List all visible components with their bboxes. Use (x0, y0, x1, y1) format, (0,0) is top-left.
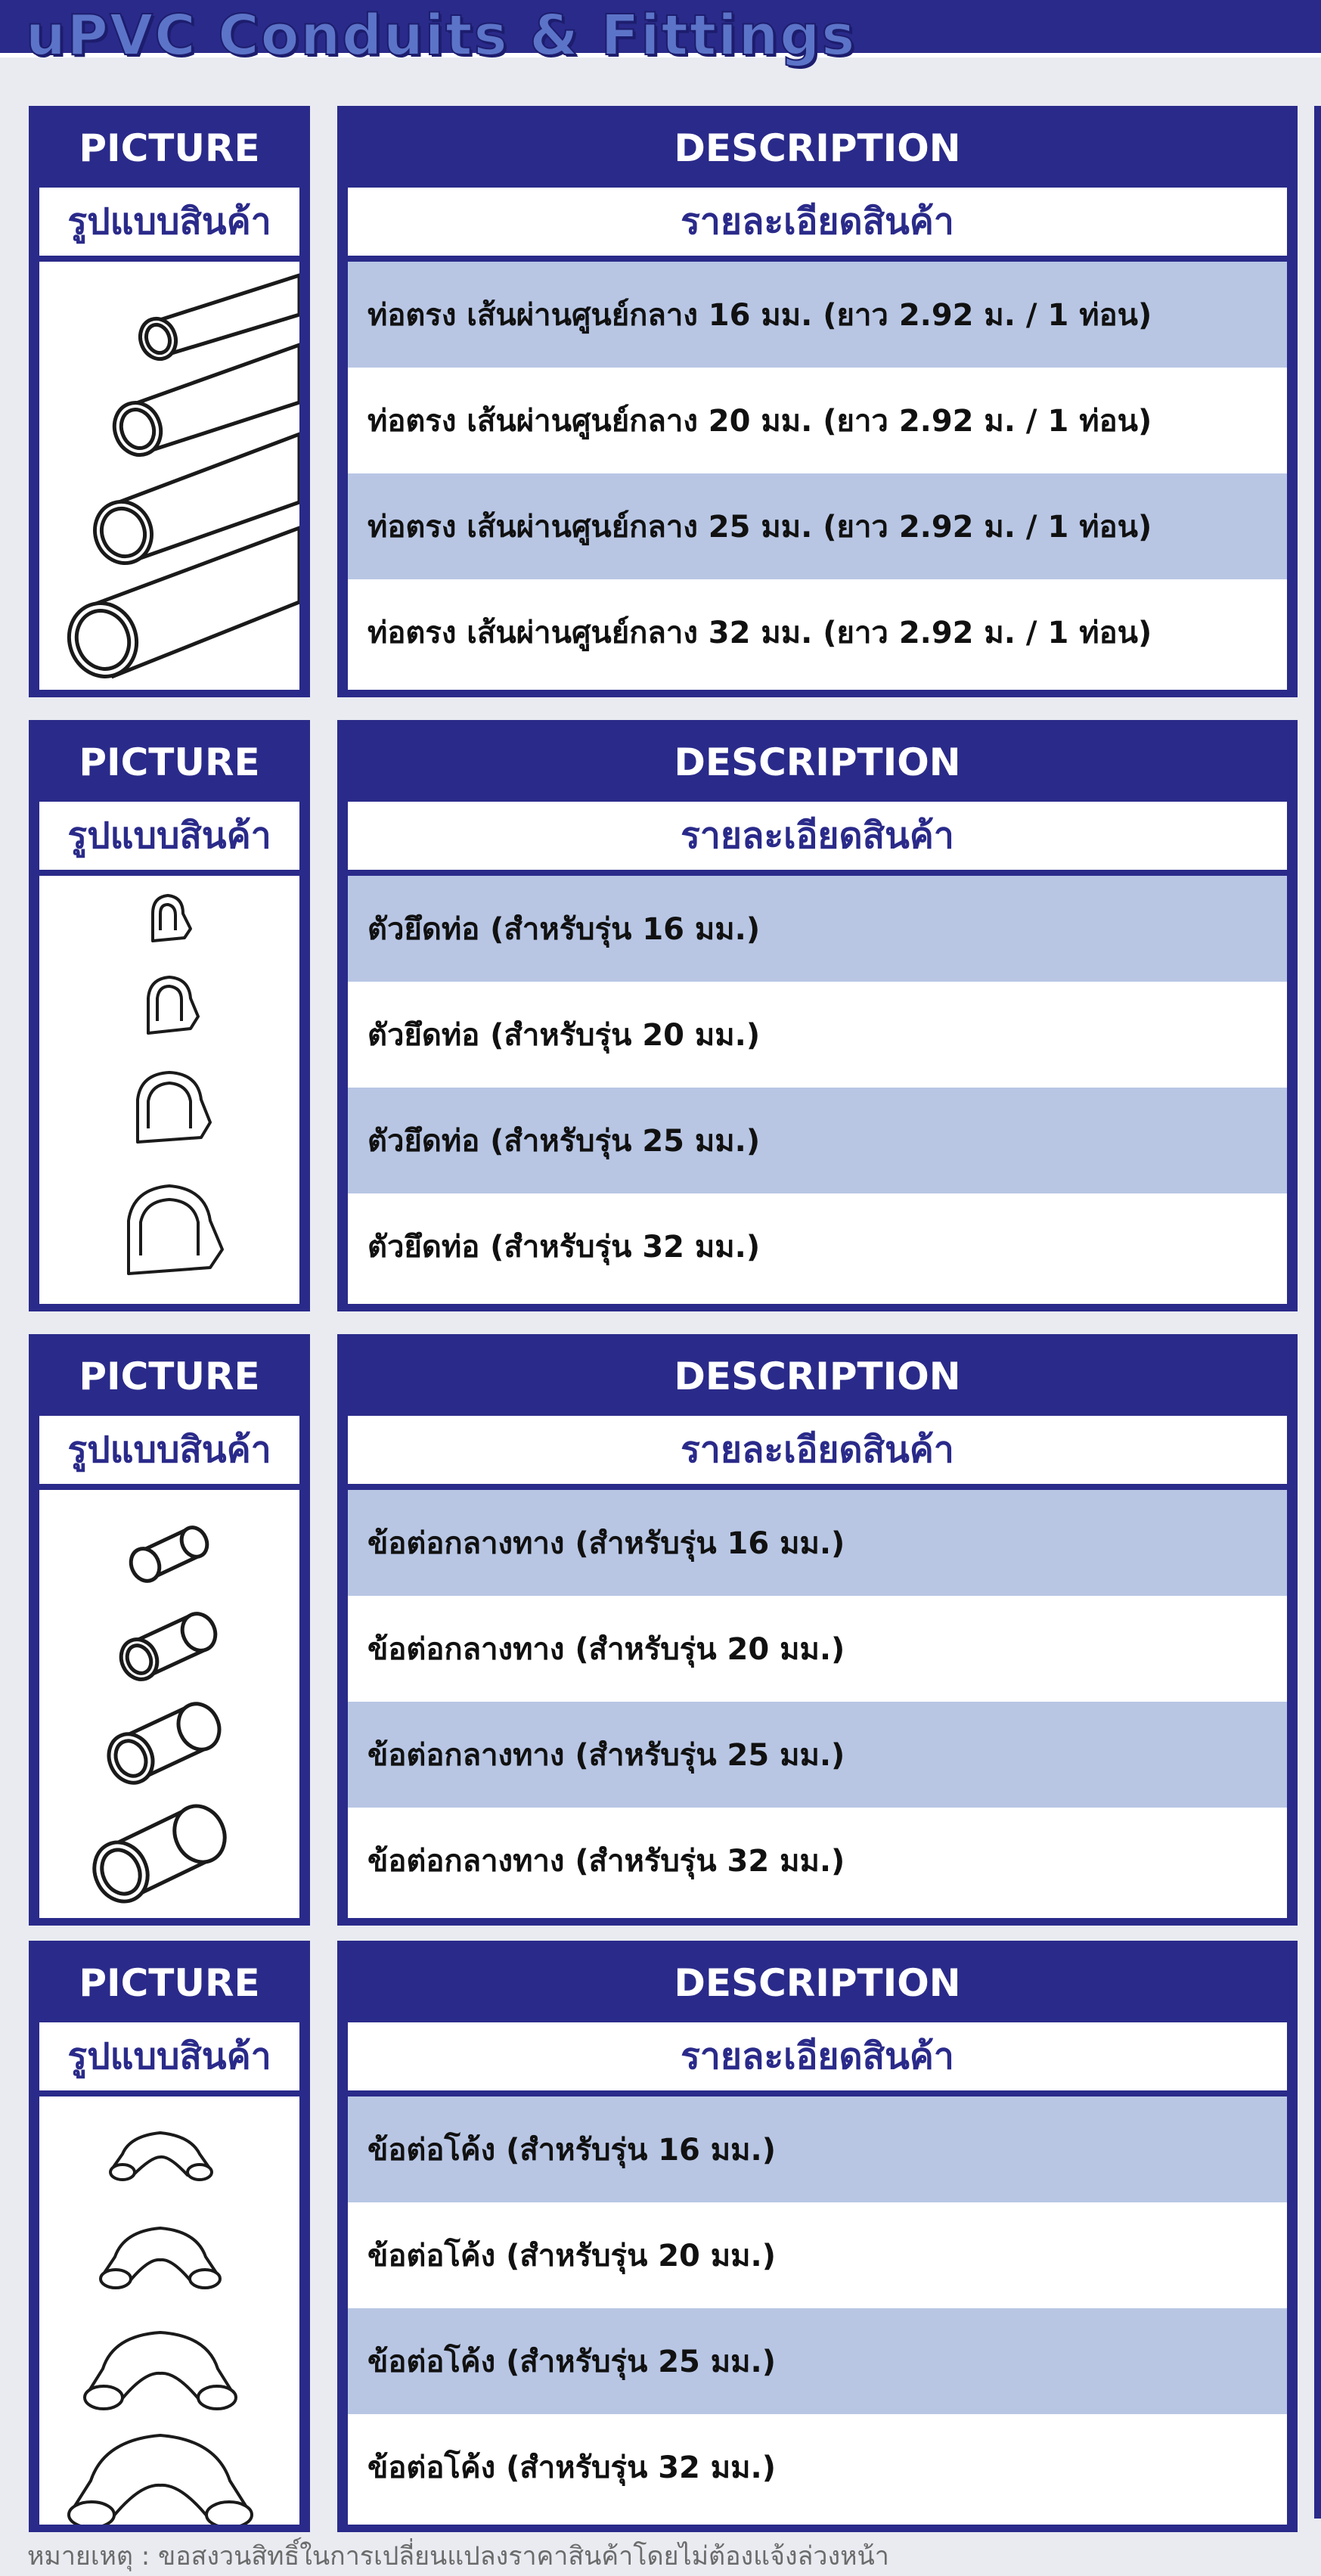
item-row: ท่อตรง เส้นผ่านศูนย์กลาง 32 มม. (ยาว 2.92 ม. / 1 ท่อน) (348, 579, 1287, 685)
item-row: ข้อต่อโค้ง (สำหรับรุ่น 16 มม.) (348, 2096, 1287, 2202)
picture-subheader: รูปแบบสินค้า (39, 802, 299, 870)
picture-area (39, 876, 299, 1304)
item-row: ตัวยึดท่อ (สำหรับรุ่น 25 มม.) (348, 1088, 1287, 1193)
description-header: DESCRIPTION (674, 1355, 961, 1398)
item-row: ข้อต่อกลางทาง (สำหรับรุ่น 32 มม.) (348, 1808, 1287, 1913)
item-row: ตัวยึดท่อ (สำหรับรุ่น 20 มม.) (348, 982, 1287, 1088)
picture-subheader: รูปแบบสินค้า (39, 2022, 299, 2090)
item-row: ท่อตรง เส้นผ่านศูนย์กลาง 25 มม. (ยาว 2.92 ม. / 1 ท่อน) (348, 473, 1287, 579)
description-header: DESCRIPTION (674, 740, 961, 784)
description-panel (337, 1334, 1298, 1926)
picture-panel (29, 106, 310, 697)
picture-area (39, 1490, 299, 1918)
description-panel (337, 106, 1298, 697)
item-row: ข้อต่อกลางทาง (สำหรับรุ่น 20 มม.) (348, 1596, 1287, 1702)
picture-panel (29, 1334, 310, 1926)
description-subheader: รายละเอียดสินค้า (348, 188, 1287, 256)
elbow-icon (39, 2096, 299, 2525)
picture-panel (29, 720, 310, 1311)
item-row: ท่อตรง เส้นผ่านศูนย์กลาง 20 มม. (ยาว 2.92 ม. / 1 ท่อน) (348, 368, 1287, 473)
description-rows (348, 262, 1287, 690)
picture-panel (29, 1941, 310, 2532)
item-row: ตัวยึดท่อ (สำหรับรุ่น 32 มม.) (348, 1193, 1287, 1299)
right-edge-bar (1314, 106, 1321, 2519)
item-row: ข้อต่อโค้ง (สำหรับรุ่น 32 มม.) (348, 2414, 1287, 2520)
picture-area (39, 262, 299, 690)
description-panel (337, 1941, 1298, 2532)
description-subheader: รายละเอียดสินค้า (348, 802, 1287, 870)
item-row: ข้อต่อโค้ง (สำหรับรุ่น 25 มม.) (348, 2308, 1287, 2414)
item-row: ข้อต่อกลางทาง (สำหรับรุ่น 16 มม.) (348, 1490, 1287, 1596)
pipe-clip-icon (39, 876, 299, 1304)
description-subheader: รายละเอียดสินค้า (348, 2022, 1287, 2090)
coupling-icon (39, 1490, 299, 1918)
picture-subheader: รูปแบบสินค้า (39, 188, 299, 256)
picture-header: PICTURE (79, 1961, 260, 2005)
page-title: uPVC Conduits & Fittings (26, 3, 857, 68)
description-rows (348, 2096, 1287, 2525)
picture-subheader: รูปแบบสินค้า (39, 1416, 299, 1484)
picture-header: PICTURE (79, 740, 260, 784)
description-rows (348, 1490, 1287, 1918)
description-header: DESCRIPTION (674, 126, 961, 170)
description-subheader: รายละเอียดสินค้า (348, 1416, 1287, 1484)
item-row: ตัวยึดท่อ (สำหรับรุ่น 16 มม.) (348, 876, 1287, 982)
item-row: ข้อต่อโค้ง (สำหรับรุ่น 20 มม.) (348, 2202, 1287, 2308)
footnote: หมายเหตุ : ขอสงวนสิทธิ์ในการเปลี่ยนแปลงราคาสินค้าโดยไม่ต้องแจ้งล่วงหน้า (27, 2541, 889, 2571)
pipe-icon (39, 262, 299, 690)
picture-header: PICTURE (79, 1355, 260, 1398)
picture-area (39, 2096, 299, 2525)
description-header: DESCRIPTION (674, 1961, 961, 2005)
item-row: ท่อตรง เส้นผ่านศูนย์กลาง 16 มม. (ยาว 2.92 ม. / 1 ท่อน) (348, 262, 1287, 368)
picture-header: PICTURE (79, 126, 260, 170)
description-panel (337, 720, 1298, 1311)
description-rows (348, 876, 1287, 1304)
item-row: ข้อต่อกลางทาง (สำหรับรุ่น 25 มม.) (348, 1702, 1287, 1808)
